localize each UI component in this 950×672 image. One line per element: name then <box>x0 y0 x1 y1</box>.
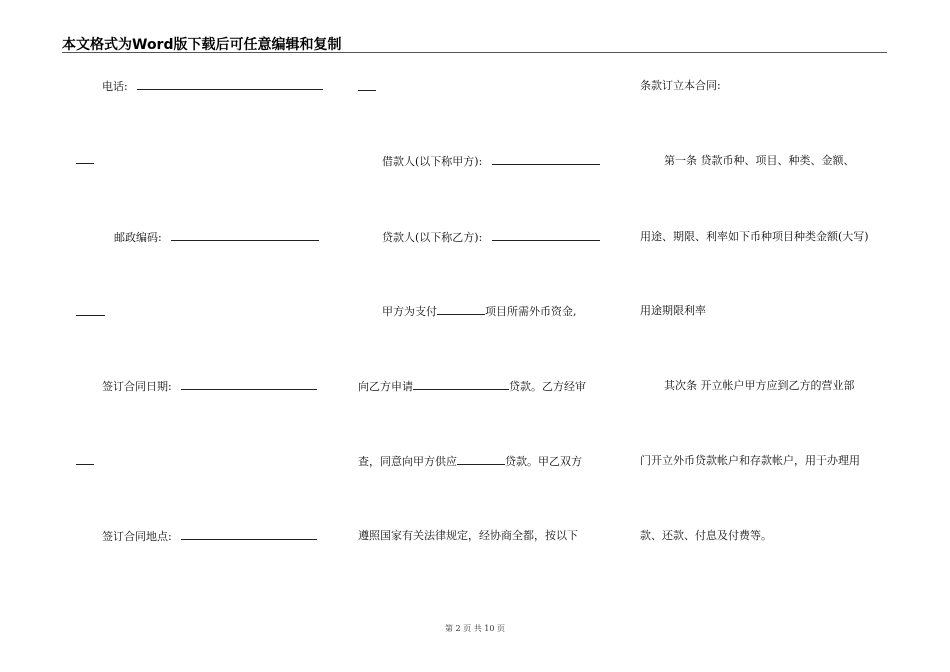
body-text: 其次条 开立帐户甲方应到乙方的营业部 <box>664 379 855 392</box>
project-blank-line <box>437 304 485 315</box>
article-two-heading-line <box>664 379 855 393</box>
body-text: 用途、期限、利率如下币种项目种类金额(大写) <box>640 230 869 243</box>
continuation-rule <box>358 90 376 91</box>
loan-amount-blank-line <box>413 379 509 390</box>
body-line <box>382 304 577 319</box>
body-text: 贷款。乙方经审 <box>509 380 586 393</box>
sign-place-field-row <box>102 529 317 544</box>
phone-field-row <box>102 79 323 94</box>
sign-date-label: 签订合同日期: <box>102 380 172 393</box>
body-line <box>640 79 721 93</box>
body-line <box>358 454 582 469</box>
phone-blank-line <box>137 79 323 90</box>
body-line <box>640 529 772 543</box>
borrower-blank-line <box>492 154 600 165</box>
supply-amount-blank-line <box>457 454 505 465</box>
sign-place-label: 签订合同地点: <box>102 530 172 543</box>
phone-label: 电话: <box>102 80 128 93</box>
continuation-rule <box>76 315 105 316</box>
body-text: 款、还款、付息及付费等。 <box>640 529 772 542</box>
continuation-rule <box>76 464 94 465</box>
body-line <box>358 529 578 543</box>
postal-field-row <box>114 230 319 245</box>
page-number: 第 2 页 共 10 页 <box>445 624 505 633</box>
body-line <box>640 454 860 468</box>
body-text: 项目所需外币资金, <box>485 305 577 318</box>
postal-blank-line <box>171 230 319 241</box>
body-line <box>640 304 706 318</box>
body-text: 向乙方申请 <box>358 380 413 393</box>
body-text: 遵照国家有关法律规定，经协商全都，按以下 <box>358 529 578 542</box>
body-text: 门开立外币贷款帐户和存款帐户，用于办理用 <box>640 454 860 467</box>
body-line <box>640 230 869 244</box>
borrower-field-row <box>382 154 600 169</box>
continuation-rule <box>76 163 94 164</box>
lender-blank-line <box>492 230 600 241</box>
body-text: 甲方为支付 <box>382 305 437 318</box>
body-text: 第一条 贷款币种、项目、种类、金额、 <box>664 154 855 167</box>
body-text: 查，同意向甲方供应 <box>358 455 457 468</box>
body-text: 贷款。甲乙双方 <box>505 455 582 468</box>
header-divider <box>62 52 887 53</box>
sign-date-blank-line <box>181 379 317 390</box>
body-line <box>358 379 586 394</box>
article-one-heading-line <box>664 154 855 168</box>
document-header-title: 本文格式为Word版下载后可任意编辑和复制 <box>62 37 342 53</box>
body-text: 用途期限利率 <box>640 304 706 317</box>
borrower-label: 借款人(以下称甲方): <box>382 155 483 168</box>
lender-label: 贷款人(以下称乙方): <box>382 231 483 244</box>
lender-field-row <box>382 230 600 245</box>
postal-label: 邮政编码: <box>114 231 162 244</box>
body-text: 条款订立本合同: <box>640 79 721 92</box>
sign-date-field-row <box>102 379 317 394</box>
sign-place-blank-line <box>181 529 317 540</box>
